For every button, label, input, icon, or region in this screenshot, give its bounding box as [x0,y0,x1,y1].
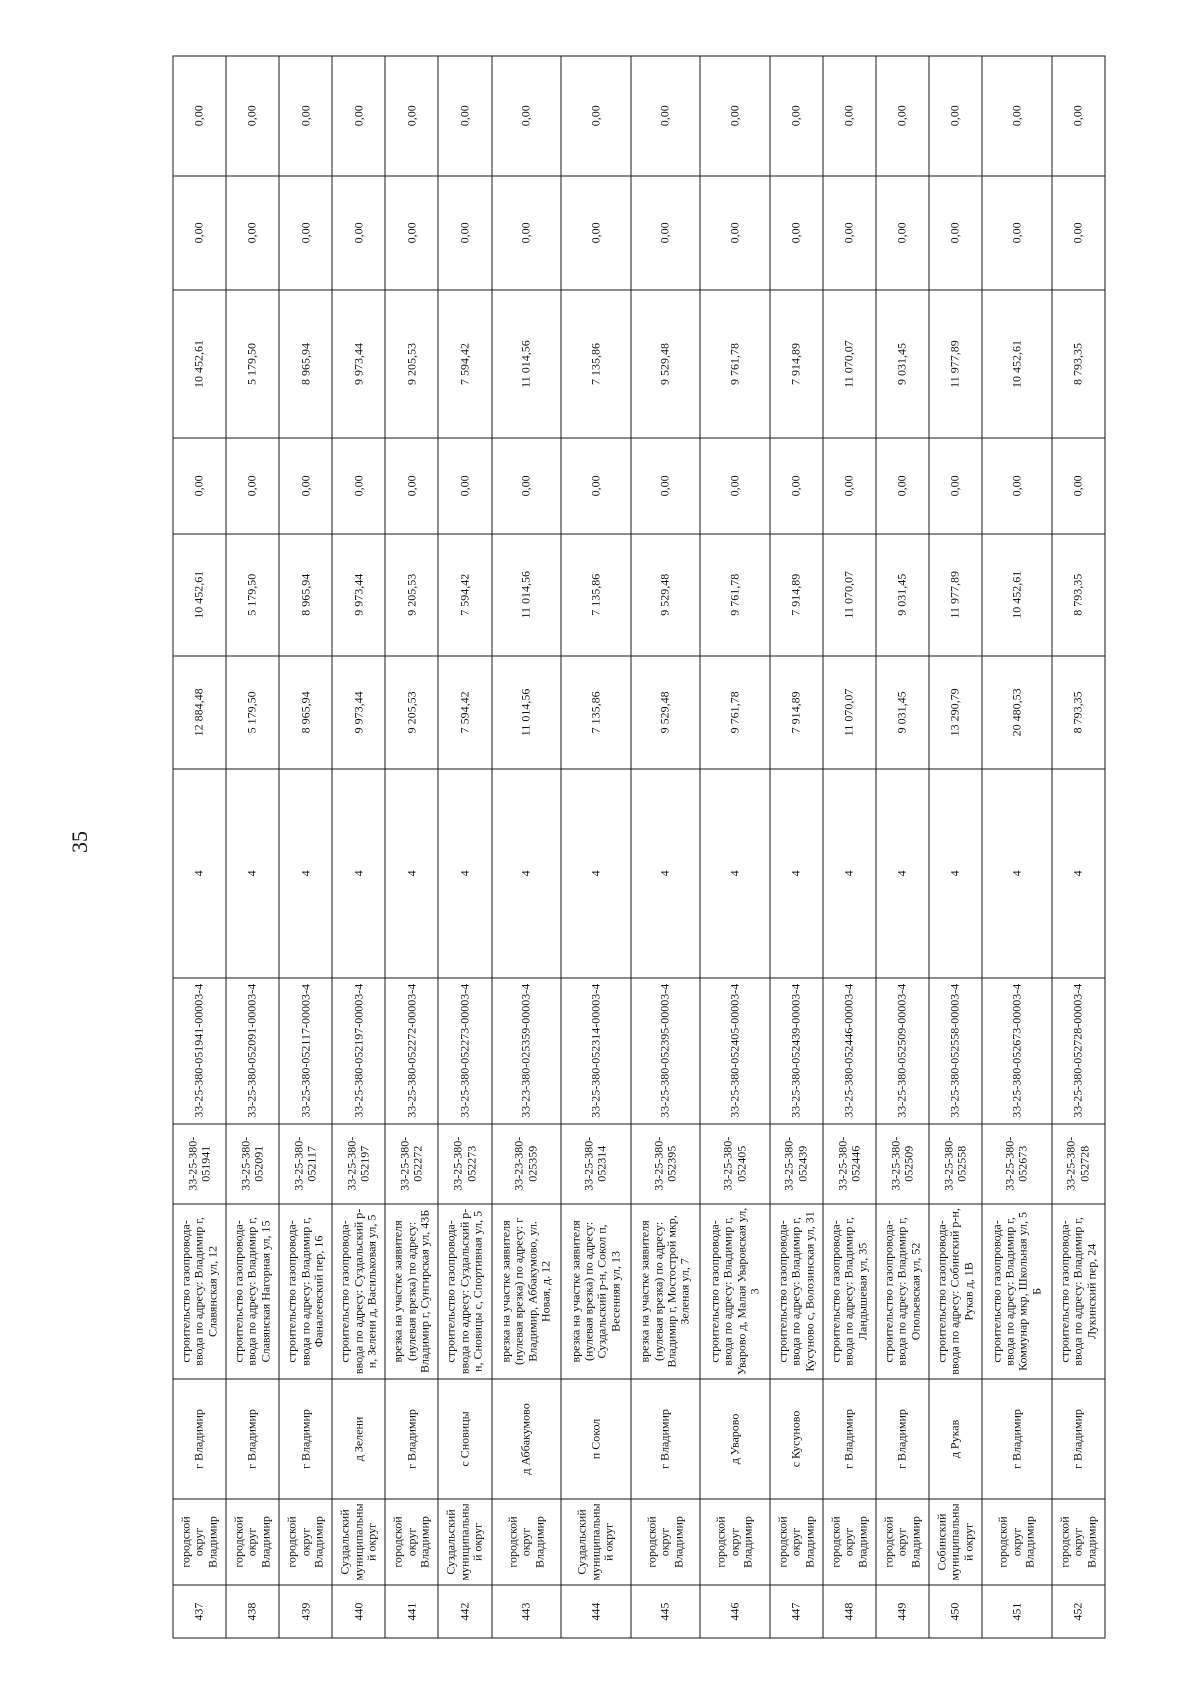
table-row [332,56,385,1638]
cell-code: 33-25-380-052314 [561,1124,631,1204]
cell-code: 33-25-380-052117 [279,1124,332,1204]
cell-n: 450 [929,1585,982,1638]
cell-value2: 9 761,78 [700,534,770,656]
cell-locality: с Сновицы [438,1379,491,1498]
cell-category: 4 [823,769,876,977]
cell-category: 4 [1052,769,1105,977]
cell-value5: 0,00 [770,176,823,291]
cell-full-code: 33-25-380-052728-00003-4 [1052,978,1105,1124]
cell-locality: г Владимир [279,1379,332,1498]
cell-value2: 9 031,45 [876,534,929,656]
cell-code: 33-25-380-051941 [173,1124,226,1204]
cell-value1: 7 914,89 [770,656,823,770]
cell-value2: 9 205,53 [385,534,438,656]
cell-category: 4 [173,769,226,977]
cell-value1: 9 761,78 [700,656,770,770]
cell-value6: 0,00 [173,56,226,176]
cell-description: врезка на участке заявителя (нулевая врезка) по адресу: Владимир г, Сунгирская ул, 43Б [385,1204,438,1380]
cell-value5: 0,00 [438,176,491,291]
cell-municipality: Суздальский муниципальный округ [561,1499,631,1586]
table-row [561,56,631,1638]
cell-category: 4 [929,769,982,977]
cell-full-code: 33-23-380-025359-00003-4 [492,978,562,1124]
cell-category: 4 [438,769,491,977]
cell-value6: 0,00 [226,56,279,176]
cell-description: строительство газопровода-ввода по адресу: Владимир г, Лукинский пер, 24 [1052,1204,1105,1380]
table-row [1052,56,1105,1638]
cell-n: 442 [438,1585,491,1638]
cell-value4: 9 031,45 [876,290,929,438]
cell-value3: 0,00 [1052,438,1105,534]
cell-code: 33-25-380-052405 [700,1124,770,1204]
cell-full-code: 33-25-380-051941-00003-4 [173,978,226,1124]
cell-description: врезка на участке заявителя (нулевая врезка) по адресу: Суздальский р-н, Сокол п, Весенняя ул, 13 [561,1204,631,1380]
cell-value4: 7 594,42 [438,290,491,438]
cell-municipality: городской округ Владимир [173,1499,226,1586]
cell-value6: 0,00 [876,56,929,176]
cell-n: 446 [700,1585,770,1638]
cell-locality: д Рукав [929,1379,982,1498]
cell-value5: 0,00 [561,176,631,291]
cell-value3: 0,00 [332,438,385,534]
cell-code: 33-25-380-052728 [1052,1124,1105,1204]
cell-code: 33-25-380-052509 [876,1124,929,1204]
cell-value5: 0,00 [385,176,438,291]
page-number: 35 [67,831,92,853]
cell-description: строительство газопровода-ввода по адресу: Суздальский р-н, Зелени д, Васильковая ул, 5 [332,1204,385,1380]
cell-n: 440 [332,1585,385,1638]
cell-n: 451 [982,1585,1052,1638]
cell-value3: 0,00 [631,438,701,534]
cell-value5: 0,00 [823,176,876,291]
table-row [279,56,332,1638]
cell-locality: г Владимир [823,1379,876,1498]
cell-description: строительство газопровода-ввода по адресу: Владимир г, Кусуново с, Волозинская ул, 31 [770,1204,823,1380]
cell-description: строительство газопровода-ввода по адресу: Владимир г, Славянская ул, 12 [173,1204,226,1380]
table-row [823,56,876,1638]
cell-value4: 11 977,89 [929,290,982,438]
cell-full-code: 33-25-380-052509-00003-4 [876,978,929,1124]
cell-code: 33-25-380-052395 [631,1124,701,1204]
cell-description: строительство газопровода-ввода по адресу: Владимир г, Фаналеевский пер, 16 [279,1204,332,1380]
cell-value1: 9 529,48 [631,656,701,770]
cell-value1: 7 135,86 [561,656,631,770]
cell-value4: 9 529,48 [631,290,701,438]
cell-locality: с Кусуново [770,1379,823,1498]
cell-value4: 7 914,89 [770,290,823,438]
cell-value5: 0,00 [876,176,929,291]
cell-code: 33-25-380-052273 [438,1124,491,1204]
table-row [631,56,701,1638]
cell-value1: 13 290,79 [929,656,982,770]
cell-value5: 0,00 [173,176,226,291]
cell-municipality: городской округ Владимир [492,1499,562,1586]
cell-n: 452 [1052,1585,1105,1638]
table-row [385,56,438,1638]
cell-value1: 11 014,56 [492,656,562,770]
cell-value3: 0,00 [492,438,562,534]
cell-value1: 20 480,53 [982,656,1052,770]
cell-value1: 12 884,48 [173,656,226,770]
cell-full-code: 33-25-380-052091-00003-4 [226,978,279,1124]
cell-locality: г Владимир [982,1379,1052,1498]
cell-municipality: городской округ Владимир [876,1499,929,1586]
cell-municipality: Суздальский муниципальный округ [438,1499,491,1586]
cell-value2: 10 452,61 [173,534,226,656]
cell-value2: 11 977,89 [929,534,982,656]
cell-category: 4 [385,769,438,977]
cell-value2: 7 594,42 [438,534,491,656]
table-row [700,56,770,1638]
cell-n: 441 [385,1585,438,1638]
cell-value2: 7 135,86 [561,534,631,656]
table-container [173,56,1106,1639]
cell-municipality: городской округ Владимир [700,1499,770,1586]
table-row [982,56,1052,1638]
cell-value5: 0,00 [982,176,1052,291]
cell-value2: 11 070,07 [823,534,876,656]
cell-description: строительство газопровода-ввода по адресу: Суздальский р-н, Сновицы с, Спортивная ул, 5 [438,1204,491,1380]
cell-description: строительство газопровода-ввода по адресу: Владимир г, Коммунар мкр, Школьная ул, 5 Б [982,1204,1052,1380]
cell-value2: 8 793,35 [1052,534,1105,656]
cell-value6: 0,00 [332,56,385,176]
cell-n: 439 [279,1585,332,1638]
cell-code: 33-25-380-052091 [226,1124,279,1204]
table-row [438,56,491,1638]
cell-value6: 0,00 [561,56,631,176]
cell-full-code: 33-25-380-052446-00003-4 [823,978,876,1124]
cell-locality: г Владимир [1052,1379,1105,1498]
cell-description: строительство газопровода-ввода по адресу: Владимир г, Опольевская ул, 52 [876,1204,929,1380]
cell-full-code: 33-25-380-052314-00003-4 [561,978,631,1124]
cell-locality: д Аббакумово [492,1379,562,1498]
cell-description: врезка на участке заявителя (нулевая врезка) по адресу: Владимир г, Мостострой мкр, Зеленая ул, 7 [631,1204,701,1380]
cell-value3: 0,00 [823,438,876,534]
cell-code: 33-25-380-052558 [929,1124,982,1204]
cell-category: 4 [631,769,701,977]
cell-value5: 0,00 [1052,176,1105,291]
table-row [929,56,982,1638]
cell-description: строительство газопровода-ввода по адресу: Собинский р-н, Рукав д, 1В [929,1204,982,1380]
cell-category: 4 [770,769,823,977]
cell-category: 4 [332,769,385,977]
table-row [492,56,562,1638]
cell-value5: 0,00 [332,176,385,291]
cell-n: 448 [823,1585,876,1638]
cell-value6: 0,00 [700,56,770,176]
cell-full-code: 33-25-380-052117-00003-4 [279,978,332,1124]
cell-description: строительство газопровода-ввода по адресу: Владимир г, Уварово д, Малая Уваровская ул, 3 [700,1204,770,1380]
cell-value3: 0,00 [226,438,279,534]
cell-value1: 8 965,94 [279,656,332,770]
cell-value5: 0,00 [700,176,770,291]
cell-category: 4 [279,769,332,977]
cell-municipality: Суздальский муниципальный округ [332,1499,385,1586]
cell-value3: 0,00 [700,438,770,534]
cell-value4: 10 452,61 [173,290,226,438]
cell-locality: д Уварово [700,1379,770,1498]
cell-value6: 0,00 [770,56,823,176]
cell-locality: г Владимир [173,1379,226,1498]
cell-value4: 9 761,78 [700,290,770,438]
cell-municipality: городской округ Владимир [226,1499,279,1586]
cell-value5: 0,00 [631,176,701,291]
cell-municipality: городской округ Владимир [631,1499,701,1586]
cell-category: 4 [561,769,631,977]
cell-category: 4 [492,769,562,977]
cell-n: 438 [226,1585,279,1638]
cell-municipality: городской округ Владимир [1052,1499,1105,1586]
cell-value3: 0,00 [561,438,631,534]
cell-n: 444 [561,1585,631,1638]
cell-locality: п Сокол [561,1379,631,1498]
cell-code: 33-25-380-052673 [982,1124,1052,1204]
table-row [770,56,823,1638]
cell-municipality: городской округ Владимир [982,1499,1052,1586]
cell-full-code: 33-25-380-052405-00003-4 [700,978,770,1124]
cell-value1: 9 973,44 [332,656,385,770]
cell-value2: 5 179,50 [226,534,279,656]
cell-value5: 0,00 [929,176,982,291]
cell-value3: 0,00 [279,438,332,534]
cell-full-code: 33-25-380-052197-00003-4 [332,978,385,1124]
cell-full-code: 33-25-380-052272-00003-4 [385,978,438,1124]
cell-value1: 9 031,45 [876,656,929,770]
cell-locality: г Владимир [385,1379,438,1498]
cell-value4: 8 965,94 [279,290,332,438]
cell-full-code: 33-25-380-052273-00003-4 [438,978,491,1124]
cell-value6: 0,00 [982,56,1052,176]
cell-municipality: городской округ Владимир [823,1499,876,1586]
cell-n: 437 [173,1585,226,1638]
cell-value3: 0,00 [438,438,491,534]
cell-value4: 9 973,44 [332,290,385,438]
cell-category: 4 [876,769,929,977]
cell-value3: 0,00 [929,438,982,534]
cell-value6: 0,00 [385,56,438,176]
cell-n: 445 [631,1585,701,1638]
cell-value3: 0,00 [385,438,438,534]
cell-full-code: 33-25-380-052558-00003-4 [929,978,982,1124]
cell-category: 4 [226,769,279,977]
cell-municipality: городской округ Владимир [770,1499,823,1586]
cell-value2: 8 965,94 [279,534,332,656]
cell-locality: г Владимир [876,1379,929,1498]
cell-value4: 8 793,35 [1052,290,1105,438]
table-row [876,56,929,1638]
cell-category: 4 [982,769,1052,977]
cell-n: 449 [876,1585,929,1638]
cell-code: 33-25-380-052197 [332,1124,385,1204]
cell-code: 33-23-380-025359 [492,1124,562,1204]
cell-value4: 10 452,61 [982,290,1052,438]
cell-value2: 7 914,89 [770,534,823,656]
cell-value6: 0,00 [823,56,876,176]
cell-code: 33-25-380-052446 [823,1124,876,1204]
cell-description: строительство газопровода-ввода по адресу: Владимир г, Ландышевая ул, 35 [823,1204,876,1380]
cell-municipality: городской округ Владимир [385,1499,438,1586]
cell-value3: 0,00 [876,438,929,534]
cell-municipality: Собинский муниципальный округ [929,1499,982,1586]
cell-value1: 9 205,53 [385,656,438,770]
data-table [173,56,1106,1639]
cell-value6: 0,00 [631,56,701,176]
cell-value2: 11 014,56 [492,534,562,656]
cell-value1: 8 793,35 [1052,656,1105,770]
cell-value3: 0,00 [173,438,226,534]
cell-value4: 7 135,86 [561,290,631,438]
cell-value5: 0,00 [226,176,279,291]
cell-description: врезка на участке заявителя (нулевая врезка) по адресу: г Владимир, Аббакумово, ул. Новая, д. 12 [492,1204,562,1380]
cell-code: 33-25-380-052439 [770,1124,823,1204]
cell-value5: 0,00 [279,176,332,291]
cell-value2: 10 452,61 [982,534,1052,656]
cell-category: 4 [700,769,770,977]
cell-full-code: 33-25-380-052439-00003-4 [770,978,823,1124]
cell-value1: 11 070,07 [823,656,876,770]
cell-value6: 0,00 [438,56,491,176]
cell-description: строительство газопровода-ввода по адресу: Владимир г, Славянская Нагорная ул, 15 [226,1204,279,1380]
cell-n: 447 [770,1585,823,1638]
cell-value1: 5 179,50 [226,656,279,770]
cell-locality: г Владимир [631,1379,701,1498]
table-row [226,56,279,1638]
cell-value5: 0,00 [492,176,562,291]
cell-value3: 0,00 [770,438,823,534]
cell-n: 443 [492,1585,562,1638]
cell-municipality: городской округ Владимир [279,1499,332,1586]
cell-value6: 0,00 [1052,56,1105,176]
cell-value4: 5 179,50 [226,290,279,438]
cell-value4: 11 014,56 [492,290,562,438]
cell-full-code: 33-25-380-052395-00003-4 [631,978,701,1124]
cell-value6: 0,00 [279,56,332,176]
cell-locality: д Зелени [332,1379,385,1498]
cell-full-code: 33-25-380-052673-00003-4 [982,978,1052,1124]
cell-code: 33-25-380-052272 [385,1124,438,1204]
cell-value6: 0,00 [492,56,562,176]
cell-locality: г Владимир [226,1379,279,1498]
cell-value2: 9 973,44 [332,534,385,656]
cell-value3: 0,00 [982,438,1052,534]
cell-value2: 9 529,48 [631,534,701,656]
cell-value1: 7 594,42 [438,656,491,770]
cell-value4: 9 205,53 [385,290,438,438]
cell-value6: 0,00 [929,56,982,176]
table-row [173,56,226,1638]
cell-value4: 11 070,07 [823,290,876,438]
